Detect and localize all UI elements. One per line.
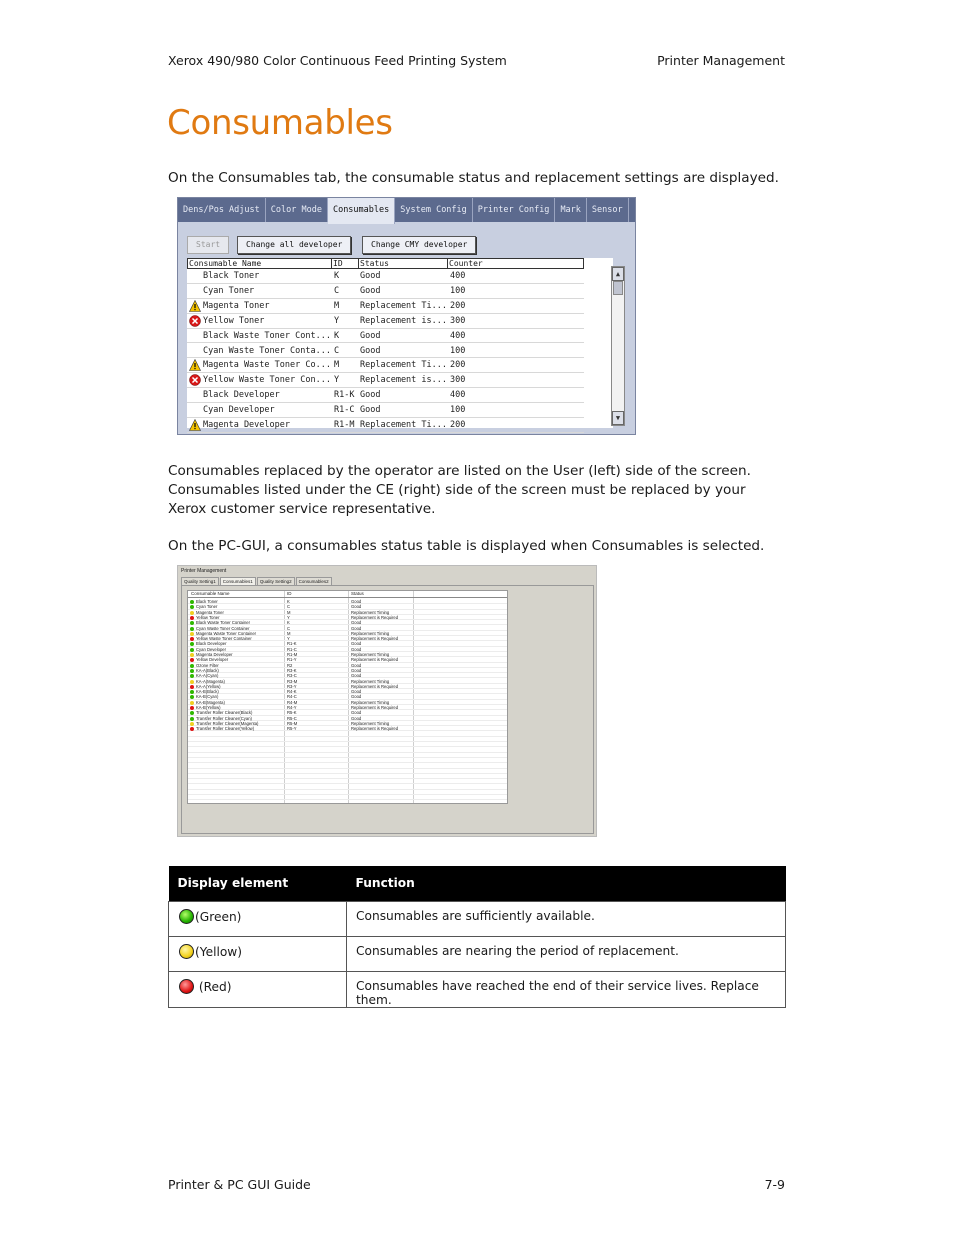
pc-consumable-id: R1-K: [287, 641, 297, 647]
page-title: Consumables: [167, 103, 393, 143]
consumable-status: Good: [360, 405, 381, 416]
pc-consumable-name: Cyan Developer: [196, 646, 227, 652]
pc-consumable-status: Good: [351, 625, 362, 631]
pc-consumable-id: C: [287, 604, 291, 610]
tab-quality-setting1[interactable]: Quality Setting1: [181, 577, 219, 585]
pc-consumable-id: R5-K: [287, 710, 297, 716]
consumable-id: C: [334, 345, 340, 356]
consumable-id: R1-M: [334, 420, 355, 430]
error-icon: [189, 315, 201, 327]
pc-consumable-name: Ozone Filter: [196, 662, 219, 668]
consumable-status: Replacement Ti...: [360, 420, 447, 430]
consumable-row[interactable]: [187, 388, 584, 403]
tab-sensor[interactable]: Sensor: [587, 198, 629, 222]
consumable-name: Black Toner: [203, 271, 260, 281]
consumable-counter: 300: [450, 375, 466, 386]
consumable-name: Yellow Waste Toner Con...: [203, 375, 331, 386]
tab-consumables2[interactable]: Consumables2: [296, 577, 332, 585]
consumable-id: R1-K: [334, 390, 355, 401]
pc-consumable-id: R5-Y: [287, 726, 297, 732]
pc-consumable-name: KA-A(Cyan): [196, 673, 219, 679]
consumable-counter: 400: [450, 330, 466, 341]
pc-consumable-status: Replacement Timing: [351, 699, 390, 705]
pc-consumable-id: R4-M: [287, 699, 298, 705]
pc-consumable-id: R3-M: [287, 678, 298, 684]
tab-consumables1[interactable]: Consumables1: [220, 577, 256, 585]
consumable-name: Magenta Developer: [203, 420, 290, 430]
window-title: Printer Management: [181, 568, 227, 574]
pc-consumable-status: Good: [351, 599, 362, 604]
page-number: 7-9: [764, 1177, 785, 1192]
tab-system-config[interactable]: System Config: [395, 198, 473, 222]
tab-mark[interactable]: Mark: [555, 198, 586, 222]
consumable-row[interactable]: [187, 344, 584, 359]
consumables-tab-screenshot: [177, 197, 636, 435]
pc-consumable-status: Good: [351, 604, 362, 610]
pc-consumable-name: Cyan Toner: [196, 604, 218, 610]
consumable-id: C: [334, 285, 340, 296]
pc-consumable-name: Transfer Roller Cleaner(Cyan): [196, 715, 252, 721]
pc-consumable-id: R4-Y: [287, 705, 297, 710]
tab-dens-pos-adjust[interactable]: Dens/Pos Adjust: [178, 198, 266, 222]
consumable-row[interactable]: [187, 329, 584, 344]
pc-consumable-id: K: [287, 620, 290, 626]
legend-function-cell: Consumables have reached the end of their service lives. Replace them.: [347, 971, 786, 1007]
consumable-status: Replacement Ti...: [360, 300, 447, 311]
pc-consumable-name: Transfer Roller Cleaner(Yellow): [196, 726, 255, 732]
consumable-name: Cyan Developer: [203, 405, 275, 416]
pc-consumable-status: Replacement Timing: [351, 652, 390, 657]
pc-table-header: [188, 591, 507, 598]
consumable-status: Replacement is...: [360, 315, 447, 326]
tab-consumables[interactable]: Consumables: [328, 198, 395, 224]
pc-consumable-id: R5-C: [287, 715, 297, 721]
red-lamp-icon: [179, 979, 194, 994]
pc-tab-bar: [181, 577, 333, 585]
pc-consumable-name: KA-A(Yellow): [196, 683, 221, 689]
consumable-row[interactable]: [187, 358, 584, 373]
pc-table-row[interactable]: [188, 800, 507, 804]
tab-printer-config[interactable]: Printer Config: [473, 198, 556, 222]
pc-consumable-status: Good: [351, 641, 362, 647]
pc-gui-paragraph: On the PC-GUI, a consumables status table is displayed when Consumables is selected.: [168, 538, 765, 554]
consumables-grid: [187, 258, 613, 428]
consumable-name: Cyan Toner: [203, 285, 255, 296]
legend-function-cell: Consumables are sufficiently available.: [347, 901, 786, 936]
error-icon: [189, 374, 201, 386]
pc-consumable-status: Good: [351, 710, 362, 716]
pc-consumable-name: Yellow Developer: [196, 657, 229, 663]
scroll-down-icon[interactable]: ▼: [612, 411, 624, 425]
running-header-title: Xerox 490/980 Color Continuous Feed Printing System: [168, 53, 507, 68]
pc-consumable-name: KA-A(Magenta): [196, 678, 225, 684]
start-button[interactable]: Start: [187, 236, 229, 254]
consumable-counter: 200: [450, 360, 466, 371]
pc-consumable-status: Replacement is Required: [351, 657, 399, 663]
legend-element-label: (Green): [195, 909, 242, 924]
pc-consumable-name: KA-A(Black): [196, 667, 219, 673]
consumable-status: Good: [360, 330, 381, 341]
consumable-row[interactable]: [187, 314, 584, 329]
legend-element-label: (Yellow): [195, 944, 243, 959]
pc-consumable-name: Transfer Roller Cleaner(Magenta): [196, 720, 259, 726]
consumable-status: Good: [360, 345, 381, 356]
scroll-up-icon[interactable]: ▲: [612, 267, 624, 281]
grid-header: [187, 258, 584, 269]
pc-consumable-id: Y: [287, 614, 290, 620]
pc-consumable-status: Good: [351, 694, 362, 700]
legend-row: [169, 936, 786, 971]
pc-consumable-id: R3-C: [287, 673, 297, 679]
consumable-name: Black Waste Toner Cont...: [203, 330, 331, 341]
pc-consumable-status: Good: [351, 620, 362, 626]
pc-consumable-id: R1-Y: [287, 657, 297, 663]
pc-consumable-name: Magenta Developer: [196, 652, 233, 657]
pc-gui-screenshot: [177, 565, 597, 837]
legend-function-cell: Consumables are nearing the period of replacement.: [347, 936, 786, 971]
tab-bar: [178, 198, 635, 222]
pc-consumable-status: Replacement is Required: [351, 726, 399, 732]
grid-scrollbar[interactable]: [611, 266, 625, 426]
pc-consumable-name: Black Waste Toner Container: [196, 620, 250, 626]
pc-consumable-status: Replacement Timing: [351, 609, 390, 615]
green-lamp-icon: [179, 909, 194, 924]
col-id[interactable]: ID: [332, 259, 359, 268]
consumable-name: Black Developer: [203, 390, 280, 401]
consumable-counter: 300: [450, 315, 466, 326]
consumable-counter: 100: [450, 345, 466, 356]
col-counter[interactable]: Counter: [449, 259, 483, 268]
consumable-counter: 200: [450, 420, 466, 430]
consumable-status: Replacement is...: [360, 375, 447, 386]
pc-consumable-status: Replacement Timing: [351, 630, 390, 636]
col-consumable-name[interactable]: Consumable Name: [188, 259, 332, 268]
pc-consumable-name: Black Developer: [196, 641, 227, 647]
pc-consumable-status: Good: [351, 662, 362, 668]
consumable-id: Y: [334, 375, 340, 386]
pc-consumable-status: Good: [351, 646, 362, 652]
pc-status-table: [187, 590, 508, 804]
pc-consumable-id: R4-K: [287, 689, 297, 695]
pc-consumable-id: M: [287, 630, 291, 636]
pc-consumable-status: Replacement Timing: [351, 720, 390, 726]
consumable-id: Y: [334, 315, 340, 326]
pc-col-id[interactable]: ID: [287, 591, 292, 596]
change-all-developer-button[interactable]: Change all developer: [237, 236, 351, 254]
pc-consumable-name: KA-B(Magenta): [196, 699, 225, 705]
footer-guide-title: Printer & PC GUI Guide: [168, 1177, 311, 1192]
consumable-id: K: [334, 330, 340, 341]
pc-consumable-id: R1-M: [287, 652, 298, 657]
consumable-status: Good: [360, 271, 381, 281]
legend-element-cell: [169, 901, 347, 936]
pc-consumable-status: Replacement is Required: [351, 614, 399, 620]
pc-consumable-id: R5-M: [287, 720, 298, 726]
pc-consumable-id: R2: [287, 662, 293, 668]
pc-consumable-status: Good: [351, 689, 362, 695]
pc-col-status[interactable]: Status: [351, 591, 364, 596]
pc-consumable-name: KA-B(Black): [196, 689, 219, 695]
pc-consumable-status: Good: [351, 715, 362, 721]
tab-quality-setting2[interactable]: Quality Setting2: [257, 577, 295, 585]
pc-consumable-name: Black Toner: [196, 599, 218, 604]
pc-consumable-name: Magenta Toner: [196, 609, 224, 615]
pc-consumable-id: C: [287, 625, 291, 631]
pc-tab-panel: [181, 585, 594, 834]
consumable-row[interactable]: [187, 373, 584, 388]
pc-consumable-id: R1-C: [287, 646, 297, 652]
pc-consumable-status: Replacement Timing: [351, 678, 390, 684]
warning-icon: [189, 359, 201, 371]
scroll-thumb[interactable]: [613, 281, 623, 295]
legend-element-cell: [169, 936, 347, 971]
consumable-name: Yellow Toner: [203, 315, 265, 326]
consumable-counter: 200: [450, 300, 466, 311]
pc-consumable-status: Good: [351, 667, 362, 673]
running-header-section: Printer Management: [657, 53, 785, 68]
consumable-row[interactable]: [187, 418, 584, 433]
pc-consumable-id: R4-C: [287, 694, 297, 700]
pc-col-name[interactable]: Consumable Name: [191, 591, 230, 596]
pc-consumable-status: Good: [351, 673, 362, 679]
legend-header-function: Function: [347, 866, 786, 901]
pc-consumable-id: K: [287, 599, 290, 604]
pc-consumable-name: KA-B(Yellow): [196, 705, 221, 710]
consumable-id: M: [334, 360, 340, 371]
consumable-status: Good: [360, 390, 381, 401]
consumable-id: R1-C: [334, 405, 355, 416]
consumable-row[interactable]: [187, 403, 584, 418]
pc-consumable-name: Yellow Waste Toner Container: [196, 636, 252, 642]
consumable-counter: 400: [450, 271, 466, 281]
pc-consumable-status: Replacement is Required: [351, 636, 399, 642]
legend-element-label: (Red): [195, 979, 232, 994]
yellow-lamp-icon: [179, 944, 194, 959]
legend-element-cell: [169, 971, 347, 1007]
consumable-counter: 100: [450, 285, 466, 296]
consumable-status: Replacement Ti...: [360, 360, 447, 371]
consumable-name: Magenta Waste Toner Co...: [203, 360, 331, 371]
display-element-table: [168, 866, 786, 1008]
consumable-counter: 400: [450, 390, 466, 401]
legend-row: [169, 971, 786, 1007]
consumable-name: Magenta Toner: [203, 300, 270, 311]
tab-color-mode[interactable]: Color Mode: [266, 198, 328, 222]
consumable-row[interactable]: [187, 269, 584, 284]
consumable-name: Cyan Waste Toner Conta...: [203, 345, 331, 356]
consumable-id: K: [334, 271, 340, 281]
pc-consumable-name: Magenta Waste Toner Container: [196, 630, 257, 636]
consumable-row[interactable]: [187, 299, 584, 314]
legend-row: [169, 901, 786, 936]
legend-header-row: [169, 866, 786, 901]
pc-consumable-status: Replacement is Required: [351, 705, 399, 710]
warning-icon: [189, 419, 201, 431]
consumable-status: Good: [360, 285, 381, 296]
pc-consumable-name: Transfer Roller Cleaner(Black): [196, 710, 253, 716]
intro-paragraph: On the Consumables tab, the consumable status and replacement settings are displayed.: [168, 170, 779, 186]
warning-icon: [189, 300, 201, 312]
consumable-counter: 100: [450, 405, 466, 416]
pc-consumable-name: Cyan Waste Toner Container: [196, 625, 250, 631]
pc-consumable-id: R3-Y: [287, 683, 297, 689]
pc-consumable-id: M: [287, 609, 291, 615]
pc-consumable-status: Replacement is Required: [351, 683, 399, 689]
pc-consumable-name: Yellow Toner: [196, 614, 220, 620]
legend-header-element: Display element: [169, 866, 347, 901]
pc-consumable-id: Y: [287, 636, 290, 642]
pc-consumable-id: R3-K: [287, 667, 297, 673]
pc-consumable-name: KA-B(Cyan): [196, 694, 219, 700]
change-cmy-developer-button[interactable]: Change CMY developer: [362, 236, 476, 254]
operator-ce-paragraph: Consumables replaced by the operator are listed on the User (left) side of the screen. Consumables listed under the CE (right) side of the screen must be replaced by your Xerox customer service representative.: [168, 463, 751, 517]
col-status[interactable]: Status: [359, 259, 448, 268]
consumable-row[interactable]: [187, 284, 584, 299]
consumable-id: M: [334, 300, 340, 311]
